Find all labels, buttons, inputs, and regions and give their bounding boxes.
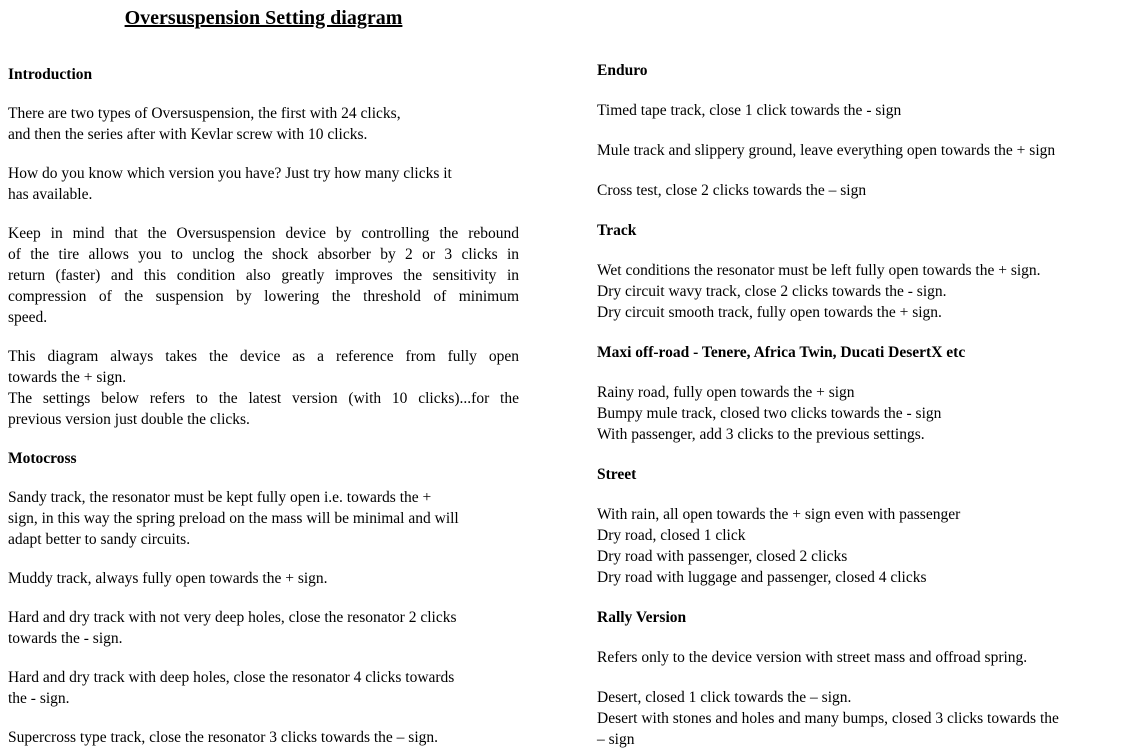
text-line: Cross test, close 2 clicks towards the – sign xyxy=(597,182,867,199)
text-line: Hard and dry track with not very deep holes, close the resonator 2 clicks xyxy=(8,609,457,626)
text-line: Dry road with passenger, closed 2 clicks xyxy=(597,548,848,565)
paragraph xyxy=(8,727,519,748)
text-line: There are two types of Oversuspension, the first with 24 clicks, xyxy=(8,105,401,122)
text-line: has available. xyxy=(8,186,93,203)
text-line: towards the + sign. xyxy=(8,369,127,386)
text-line: Bumpy mule track, closed two clicks towards the - sign xyxy=(597,405,942,422)
text-line: Timed tape track, close 1 click towards the - sign xyxy=(597,102,902,119)
text-line: Desert with stones and holes and many bumps, closed 3 clicks towards the xyxy=(597,710,1059,727)
document-title: Oversuspension Setting diagram xyxy=(124,7,403,29)
paragraph xyxy=(597,504,1124,588)
section-heading: Street xyxy=(597,466,637,483)
text-line: With passenger, add 3 clicks to the previous settings. xyxy=(597,426,925,443)
text-line: Dry road, closed 1 click xyxy=(597,527,746,544)
paragraph xyxy=(597,382,1124,445)
text-line: How do you know which version you have? Just try how many clicks it xyxy=(8,165,452,182)
text-line: With rain, all open towards the + sign even with passenger xyxy=(597,506,961,523)
section-heading: Introduction xyxy=(8,66,93,83)
text-line: return (faster) and this condition also greatly improves the sensitivity in xyxy=(8,267,519,284)
paragraph xyxy=(597,647,1124,668)
paragraph xyxy=(8,487,519,550)
text-line: Rainy road, fully open towards the + sign xyxy=(597,384,855,401)
text-line: towards the - sign. xyxy=(8,630,123,647)
text-line: The settings below refers to the latest version (with 10 clicks)...for the xyxy=(8,390,519,407)
text-line: adapt better to sandy circuits. xyxy=(8,531,191,548)
paragraph xyxy=(8,346,519,388)
text-line: This diagram always takes the device as a reference from fully open xyxy=(8,348,519,365)
text-line: Mule track and slippery ground, leave everything open towards the + sign xyxy=(597,142,1056,159)
section-heading: Maxi off-road - Tenere, Africa Twin, Ducati DesertX etc xyxy=(597,344,966,361)
text-line: Dry road with luggage and passenger, closed 4 clicks xyxy=(597,569,927,586)
paragraph xyxy=(8,607,519,649)
paragraph xyxy=(8,223,519,328)
text-line: Wet conditions the resonator must be left fully open towards the + sign. xyxy=(597,262,1041,279)
paragraph xyxy=(597,260,1124,323)
paragraph xyxy=(8,163,519,205)
text-line: Dry circuit smooth track, fully open towards the + sign. xyxy=(597,304,942,321)
text-line: Refers only to the device version with street mass and offroad spring. xyxy=(597,649,1028,666)
text-line: speed. xyxy=(8,309,48,326)
text-line: previous version just double the clicks. xyxy=(8,411,250,428)
text-line: – sign xyxy=(597,731,635,748)
left-column xyxy=(8,5,519,750)
text-line: Supercross type track, close the resonator 3 clicks towards the – sign. xyxy=(8,729,439,746)
paragraph xyxy=(8,103,519,145)
text-line: Hard and dry track with deep holes, close the resonator 4 clicks towards xyxy=(8,669,455,686)
paragraph xyxy=(597,100,1124,121)
paragraph xyxy=(597,180,1124,201)
text-line: Muddy track, always fully open towards the + sign. xyxy=(8,570,328,587)
right-column xyxy=(597,5,1124,750)
text-line: Sandy track, the resonator must be kept fully open i.e. towards the + xyxy=(8,489,432,506)
section-heading: Enduro xyxy=(597,62,648,79)
text-line: the - sign. xyxy=(8,690,70,707)
text-line: of the tire allows you to unclog the shock absorber by 2 or 3 clicks in xyxy=(8,246,519,263)
text-line: sign, in this way the spring preload on the mass will be minimal and will xyxy=(8,510,459,527)
text-line: compression of the suspension by lowering the threshold of minimum xyxy=(8,288,519,305)
text-line: and then the series after with Kevlar screw with 10 clicks. xyxy=(8,126,368,143)
paragraph xyxy=(597,687,1124,750)
text-line: Dry circuit wavy track, close 2 clicks towards the - sign. xyxy=(597,283,947,300)
section-heading: Rally Version xyxy=(597,609,687,626)
paragraph xyxy=(8,568,519,589)
paragraph xyxy=(597,140,1124,161)
section-heading: Track xyxy=(597,222,637,239)
text-line: Desert, closed 1 click towards the – sign. xyxy=(597,689,852,706)
paragraph xyxy=(8,388,519,430)
text-line: Keep in mind that the Oversuspension device by controlling the rebound xyxy=(8,225,519,242)
section-heading: Motocross xyxy=(8,450,77,467)
paragraph xyxy=(8,667,519,709)
